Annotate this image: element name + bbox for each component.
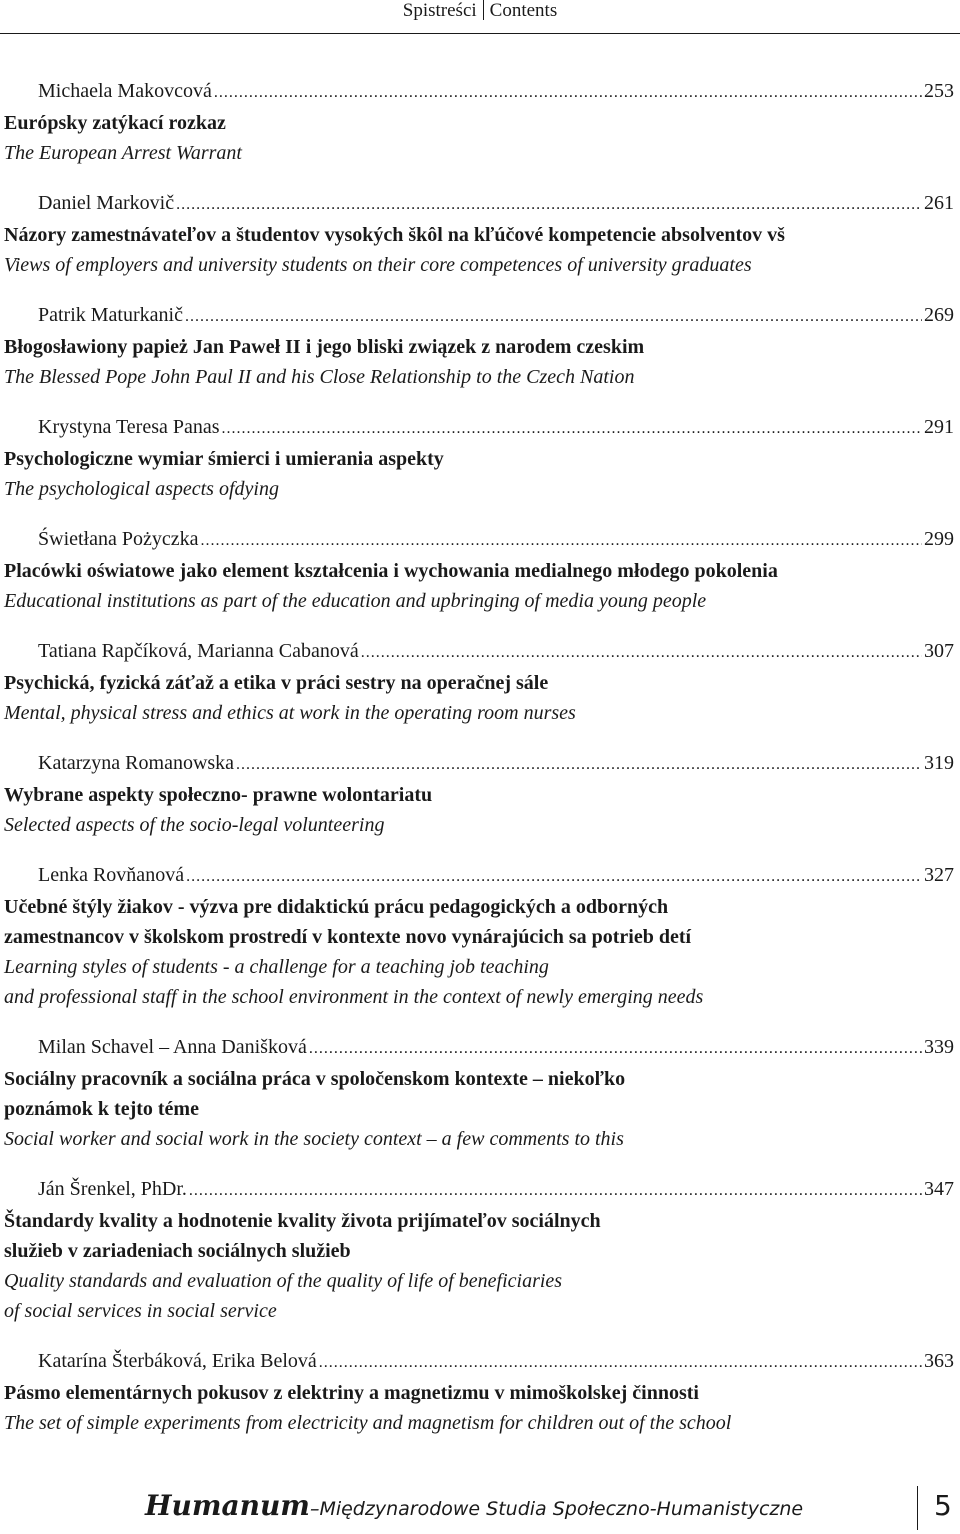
toc-leader-dots <box>361 638 922 668</box>
toc-title-line: Błogosławiony papież Jan Paweł II i jego bliski związek z narodem czeskim <box>4 336 645 358</box>
toc-page-number: 327 <box>924 864 954 886</box>
toc-author: Tatiana Rapčíková, Marianna Cabanová <box>38 640 359 662</box>
toc-page-number: 347 <box>924 1178 954 1200</box>
toc-title-line: Wybrane aspekty społeczno- prawne wolontariatu <box>4 784 433 806</box>
toc-author: Świetłana Pożyczka <box>38 528 199 550</box>
header-separator <box>483 0 484 20</box>
toc-entry <box>4 524 954 616</box>
toc-page-number: 269 <box>924 304 954 326</box>
toc-entry <box>4 636 954 728</box>
toc-title-line: Placówki oświatowe jako element kształcenia i wychowania medialnego młodego pokolenia <box>4 560 778 582</box>
toc-author: Katarína Šterbáková, Erika Belová <box>38 1350 317 1372</box>
footer-divider <box>917 1486 918 1530</box>
toc-author: Ján Šrenkel, PhDr. <box>38 1178 187 1200</box>
toc-entry <box>4 188 954 280</box>
toc-title-line: poznámok k tejto téme <box>4 1098 199 1120</box>
toc-title-line: Psychologiczne wymiar śmierci i umierania aspekty <box>4 448 444 470</box>
toc-page-number: 339 <box>924 1036 954 1058</box>
toc-author-line <box>4 1174 954 1206</box>
toc-author-line <box>4 860 954 892</box>
toc-english-title-line: The psychological aspects ofdying <box>4 478 279 500</box>
toc-leader-dots <box>186 862 922 892</box>
toc-title-line: Pásmo elementárnych pokusov z elektriny a magnetizmu v mimoškolskej činnosti <box>4 1382 699 1404</box>
toc-leader-dots <box>176 190 922 220</box>
journal-subtitle: –Międzynarodowe Studia Społeczno-Humanistyczne <box>309 1498 804 1520</box>
toc-leader-dots <box>236 750 922 780</box>
toc-english-title-line: Educational institutions as part of the education and upbringing of media young people <box>4 590 707 612</box>
toc-author: Michaela Makovcová <box>38 80 212 102</box>
toc-english-title-line: The set of simple experiments from electricity and magnetism for children out of the school <box>4 1412 732 1434</box>
toc-english-title-line: Learning styles of students - a challenge for a teaching job teaching <box>4 956 549 978</box>
toc-english-title-line: Quality standards and evaluation of the quality of life of beneficiaries <box>4 1270 563 1292</box>
toc-title-line: Psychická, fyzická záťaž a etika v práci sestry na operačnej sále <box>4 672 549 694</box>
header-section-english: Contents <box>489 0 558 21</box>
toc-english-title-line: and professional staff in the school environment in the context of newly emerging needs <box>4 986 704 1008</box>
toc-title-line: Učebné štýly žiakov - výzva pre didaktickú prácu pedagogických a odborných <box>4 896 669 918</box>
journal-name <box>145 1490 803 1525</box>
toc-title-line: Sociálny pracovník a sociálna práca v spoločenskom kontexte – niekoľko <box>4 1068 626 1090</box>
toc-author-line <box>4 636 954 668</box>
toc-title-line: Názory zamestnávateľov a študentov vysokých škôl na kľúčové kompetencie absolventov vš <box>4 224 785 246</box>
toc-title-line: služieb v zariadeniach sociálnych služieb <box>4 1240 351 1262</box>
toc-page-number: 253 <box>924 80 954 102</box>
toc-leader-dots <box>319 1348 922 1378</box>
toc-author-line <box>4 188 954 220</box>
toc-page-number: 261 <box>924 192 954 214</box>
toc-author-line <box>4 748 954 780</box>
toc-author-line <box>4 412 954 444</box>
page-number: 5 <box>934 1489 952 1522</box>
toc-english-title-line: Mental, physical stress and ethics at work in the operating room nurses <box>4 702 576 724</box>
toc-leader-dots <box>214 78 922 108</box>
toc-entry <box>4 1032 954 1154</box>
toc-page-number: 363 <box>924 1350 954 1372</box>
table-of-contents <box>4 76 954 1458</box>
running-header <box>0 0 960 34</box>
toc-author-line <box>4 1032 954 1064</box>
toc-leader-dots <box>201 526 923 556</box>
journal-brand: Humanum <box>145 1489 310 1522</box>
toc-title-line: Štandardy kvality a hodnotenie kvality života prijímateľov sociálnych <box>4 1210 601 1232</box>
toc-entry <box>4 300 954 392</box>
header-section-polish: Spistreści <box>402 0 477 21</box>
toc-leader-dots <box>189 1176 922 1206</box>
toc-english-title-line: Selected aspects of the socio-legal volunteering <box>4 814 385 836</box>
header-rule <box>0 33 960 34</box>
toc-author: Milan Schavel – Anna Danišková <box>38 1036 307 1058</box>
toc-title-line: Európsky zatýkací rozkaz <box>4 112 226 134</box>
toc-leader-dots <box>309 1034 922 1064</box>
toc-entry <box>4 412 954 504</box>
toc-entry <box>4 1174 954 1326</box>
toc-page-number: 299 <box>924 528 954 550</box>
toc-author-line <box>4 300 954 332</box>
toc-english-title-line: of social services in social service <box>4 1300 277 1322</box>
toc-author-line <box>4 524 954 556</box>
toc-page-number: 319 <box>924 752 954 774</box>
toc-author: Katarzyna Romanowska <box>38 752 235 774</box>
toc-page-number: 307 <box>924 640 954 662</box>
toc-entry <box>4 1346 954 1438</box>
toc-entry <box>4 748 954 840</box>
toc-author: Krystyna Teresa Panas <box>38 416 220 438</box>
toc-english-title-line: Views of employers and university students on their core competences of university graduates <box>4 254 752 276</box>
toc-author-line <box>4 76 954 108</box>
toc-english-title-line: The European Arrest Warrant <box>4 142 242 164</box>
toc-page-number: 291 <box>924 416 954 438</box>
toc-english-title-line: Social worker and social work in the society context – a few comments to this <box>4 1128 624 1150</box>
toc-author: Patrik Maturkanič <box>38 304 183 326</box>
page-footer <box>0 1480 960 1534</box>
toc-author-line <box>4 1346 954 1378</box>
toc-title-line: zamestnancov v školskom prostredí v kontexte novo vynárajúcich sa potrieb detí <box>4 926 692 948</box>
toc-author: Daniel Markovič <box>38 192 175 214</box>
toc-entry <box>4 860 954 1012</box>
toc-leader-dots <box>185 302 922 332</box>
toc-entry <box>4 76 954 168</box>
toc-author: Lenka Rovňanová <box>38 864 185 886</box>
toc-english-title-line: The Blessed Pope John Paul II and his Close Relationship to the Czech Nation <box>4 366 635 388</box>
toc-leader-dots <box>222 414 922 444</box>
